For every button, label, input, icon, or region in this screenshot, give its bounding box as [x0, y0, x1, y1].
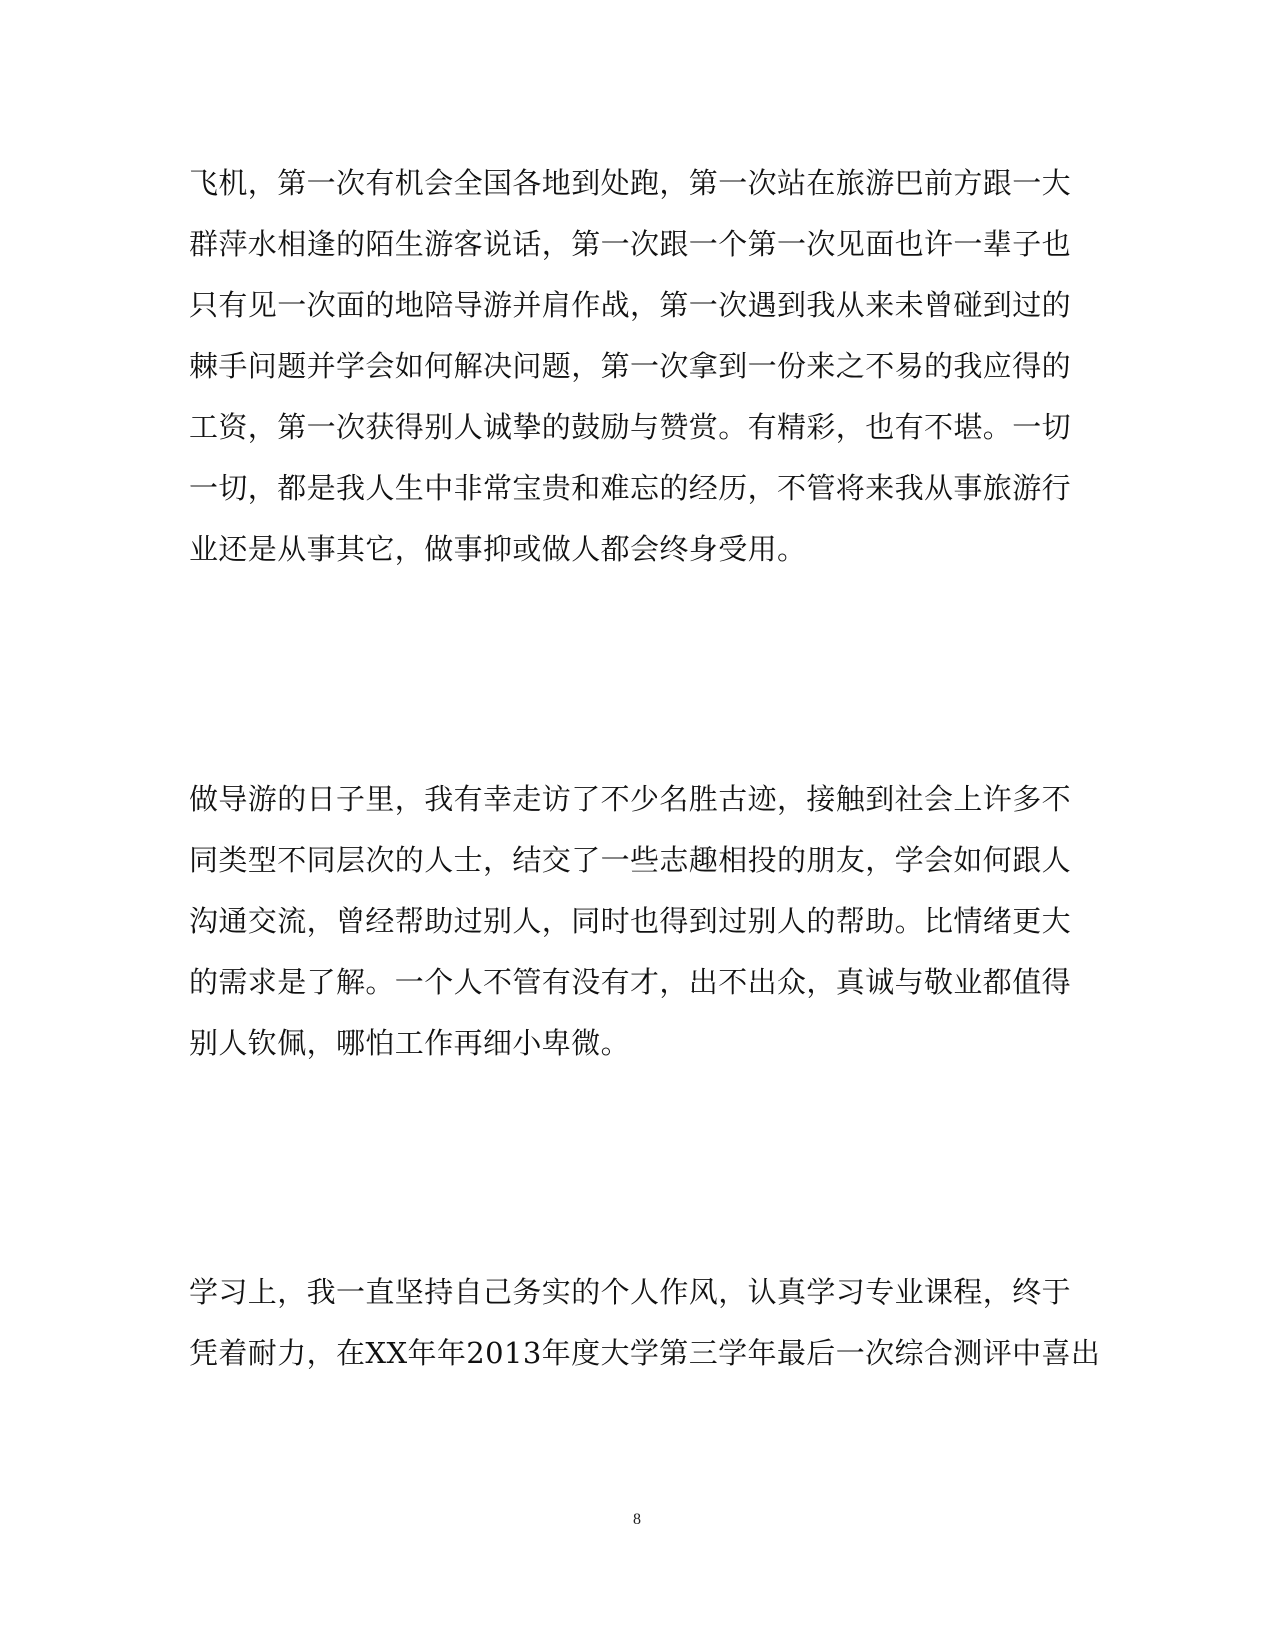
- text-line: 沟通交流，曾经帮助过别人，同时也得到过别人的帮助。比情绪更大: [189, 904, 1072, 938]
- text-line: 同类型不同层次的人士，结交了一些志趣相投的朋友，学会如何跟人: [189, 843, 1072, 877]
- text-line: 一切，都是我人生中非常宝贵和难忘的经历，不管将来我从事旅游行: [189, 471, 1072, 505]
- text-line: 飞机，第一次有机会全国各地到处跑，第一次站在旅游巴前方跟一大: [189, 166, 1072, 200]
- text-line: 只有见一次面的地陪导游并肩作战，第一次遇到我从来未曾碰到过的: [189, 288, 1072, 322]
- text-line: 的需求是了解。一个人不管有没有才，出不出众，真诚与敬业都值得: [189, 965, 1072, 999]
- text-line: 做导游的日子里，我有幸走访了不少名胜古迹，接触到社会上许多不: [189, 782, 1072, 816]
- text-line: 工资，第一次获得别人诚挚的鼓励与赞赏。有精彩，也有不堪。一切: [189, 410, 1072, 444]
- text-line: 凭着耐力，在XX年年2013年度大学第三学年最后一次综合测评中喜出: [189, 1336, 1101, 1370]
- text-line: 别人钦佩，哪怕工作再细小卑微。: [189, 1026, 631, 1060]
- text-line: 群萍水相逢的陌生游客说话，第一次跟一个第一次见面也许一辈子也: [189, 227, 1072, 261]
- text-line: 学习上，我一直坚持自己务实的个人作风，认真学习专业课程，终于: [189, 1275, 1072, 1309]
- text-line: 业还是从事其它，做事抑或做人都会终身受用。: [189, 532, 807, 566]
- text-line: 棘手问题并学会如何解决问题，第一次拿到一份来之不易的我应得的: [189, 349, 1072, 383]
- page-number: 8: [633, 1511, 641, 1528]
